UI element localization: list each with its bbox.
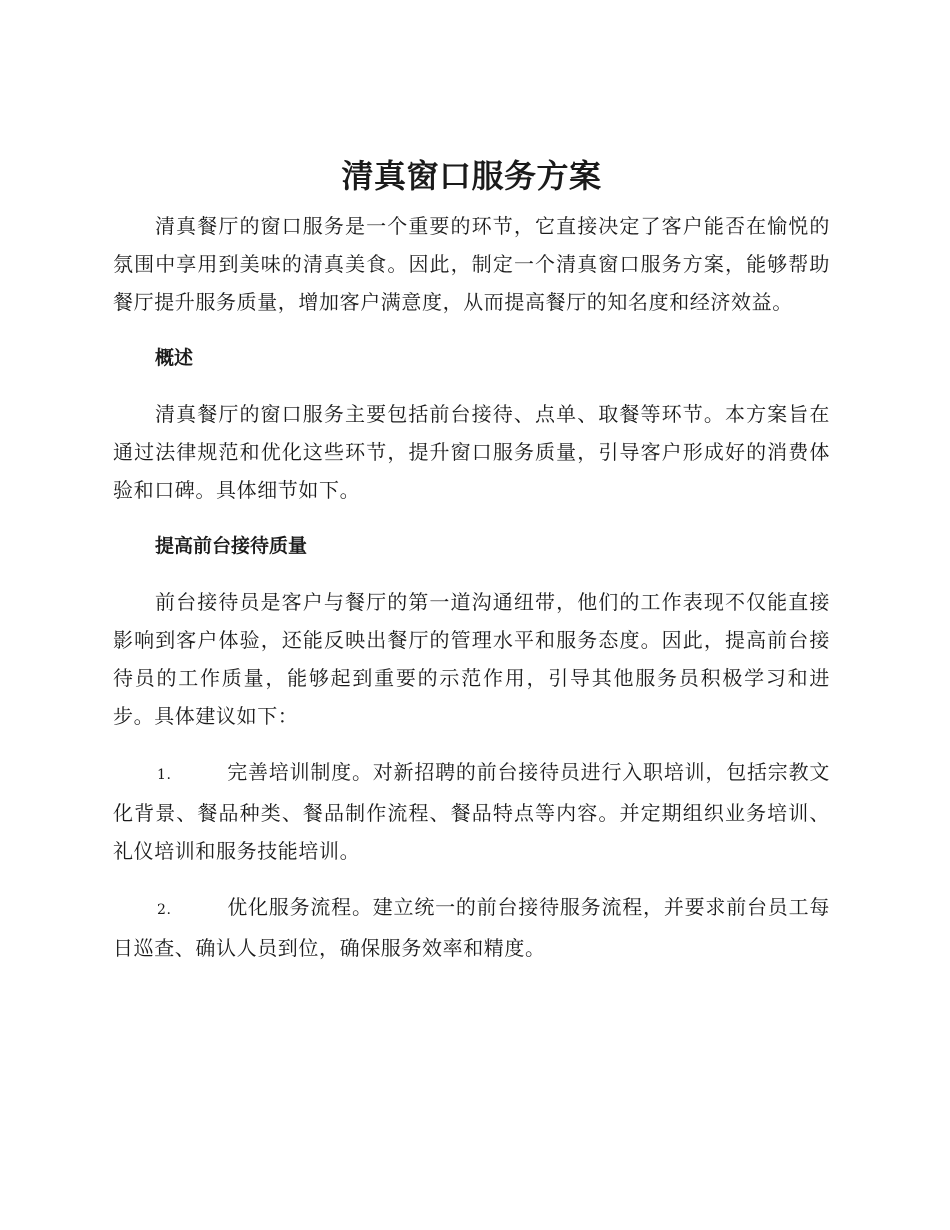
list-item xyxy=(113,888,830,967)
section-heading-reception: 提高前台接待质量 xyxy=(155,535,308,557)
list-item-text: 完善培训制度。对新招聘的前台接待员进行入职培训，包括宗教文化背景、餐品种类、餐品制作流程、餐品特点等内容。并定期组织业务培训、礼仪培训和服务技能培训。 xyxy=(113,760,830,863)
intro-paragraph: 清真餐厅的窗口服务是一个重要的环节，它直接决定了客户能否在愉悦的氛围中享用到美味的清真美食。因此，制定一个清真窗口服务方案，能够帮助餐厅提升服务质量，增加客户满意度，从而提高餐厅的知名度和经济效益。 xyxy=(113,214,830,314)
section-heading-overview: 概述 xyxy=(155,347,194,369)
overview-paragraph: 清真餐厅的窗口服务主要包括前台接待、点单、取餐等环节。本方案旨在通过法律规范和优化这些环节，提升窗口服务质量，引导客户形成好的消费体验和口碑。具体细节如下。 xyxy=(113,402,830,502)
document-title: 清真窗口服务方案 xyxy=(341,157,602,195)
list-item xyxy=(113,753,830,870)
list-item-number: 1. xyxy=(157,767,172,783)
reception-paragraph: 前台接待员是客户与餐厅的第一道沟通纽带，他们的工作表现不仅能直接影响到客户体验，还能反映出餐厅的管理水平和服务态度。因此，提高前台接待员的工作质量，能够起到重要的示范作用，引导其他服务员积极学习和进步。具体建议如下： xyxy=(113,590,830,728)
list-item-text: 优化服务流程。建立统一的前台接待服务流程，并要求前台员工每日巡查、确认人员到位，确保服务效率和精度。 xyxy=(113,895,830,960)
list-item-number: 2. xyxy=(157,902,172,918)
